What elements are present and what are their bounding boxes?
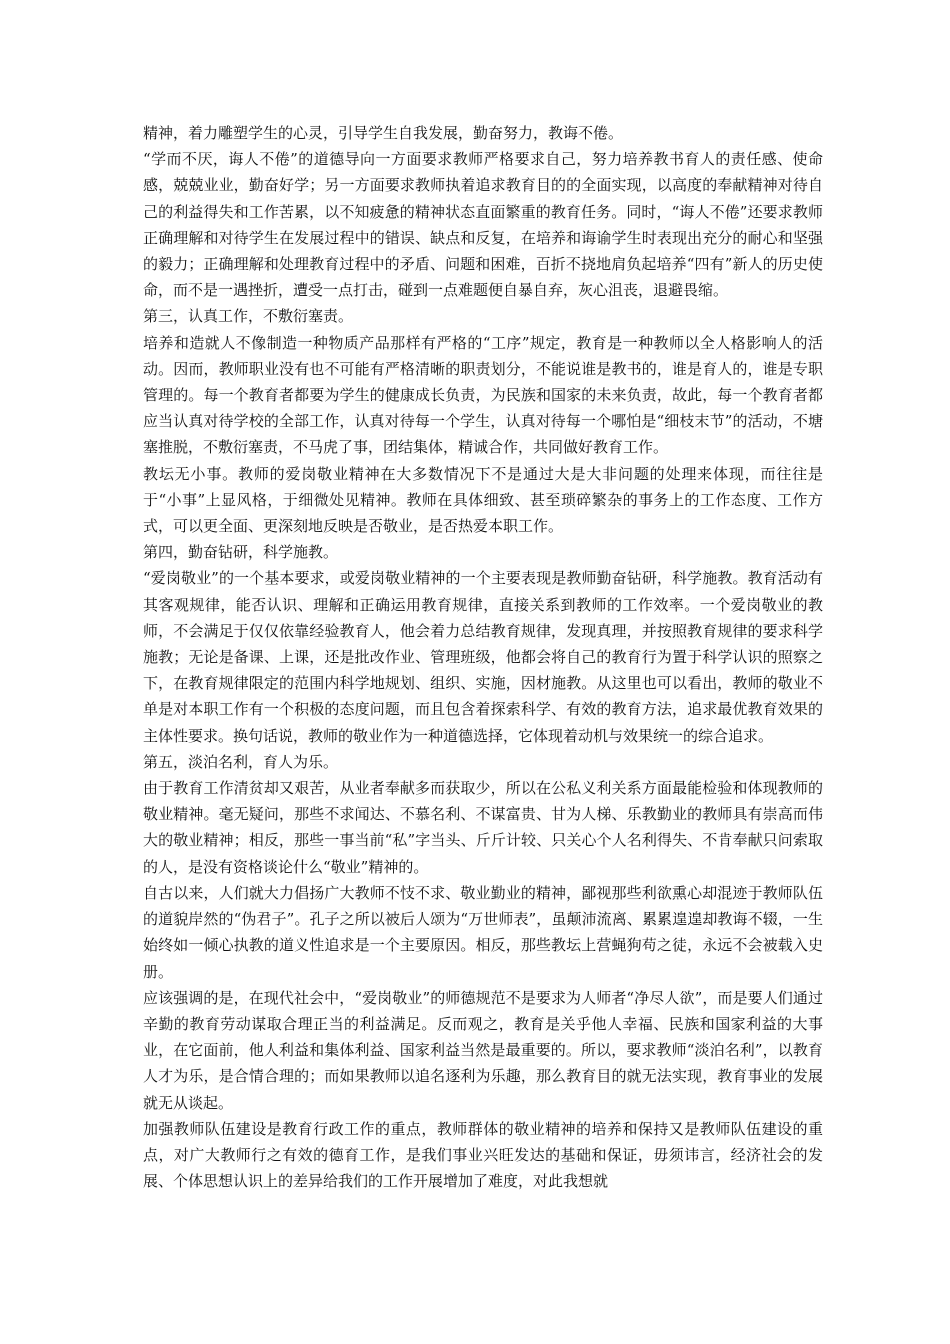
paragraph-6: 由于教育工作清贫却又艰苦，从业者奉献多而获取少，所以在公私义利关系方面最能检验和体现教师的敬业精神。毫无疑问，那些不求闻达、不慕名利、不谋富贵、甘为人梯、乐教勤业的教师具有崇高而伟大的敬业精神；相反，那些一事当前“私”字当头、斤斤计较、只关心个人名利得失、不肯奉献只问索取的人，是没有资格谈论什么“敬业”精神的。 bbox=[143, 779, 823, 876]
section-heading-5: 第五，淡泊名利，育人为乐。 bbox=[143, 752, 339, 771]
section-heading-3: 第三，认真工作，不敷衍塞责。 bbox=[143, 307, 354, 326]
section-heading-4: 第四，勤奋钻研，科学施教。 bbox=[143, 543, 339, 562]
paragraph-1: 精神，着力雕塑学生的心灵，引导学生自我发展，勤奋努力，教诲不倦。 bbox=[143, 124, 624, 142]
paragraph-2: “学而不厌，诲人不倦”的道德导向一方面要求教师严格要求自己，努力培养教书育人的责任感、使命感，兢兢业业，勤奋好学；另一方面要求教师执着追求教育目的的全面实现，以高度的奉献精神对待自己的利益得失和工作苦累，以不知疲惫的精神状态直面繁重的教育任务。同时，“诲人不倦”还要求教师正确理解和对待学生在发展过程中的错误、缺点和反复，在培养和诲谕学生时表现出充分的耐心和坚强的毅力；正确理解和处理教育过程中的矛盾、问题和困难，百折不挠地肩负起培养“四有”新人的历史使命，而不是一遇挫折，遭受一点打击，碰到一点难题便自暴自弃，灰心沮丧，退避畏缩。 bbox=[143, 150, 823, 300]
paragraph-3: 培养和造就人不像制造一种物质产品那样有严格的“工序”规定，教育是一种教师以全人格影响人的活动。因而，教师职业没有也不可能有严格清晰的职责划分，不能说谁是教书的，谁是育人的，谁是专职管理的。每一个教育者都要为学生的健康成长负责，为民族和国家的未来负责，故此，每一个教育者都应当认真对待学校的全部工作，认真对待每一个学生，认真对待每一个哪怕是“细枝末节”的活动，不塘塞推脱，不敷衍塞责，不马虎了事，团结集体，精诚合作，共同做好教育工作。 bbox=[143, 333, 823, 457]
paragraph-7: 自古以来，人们就大力倡扬广大教师不忮不求、敬业勤业的精神，鄙视那些利欲熏心却混迹于教师队伍的道貌岸然的“伪君子”。孔子之所以被后人颂为“万世师表”，虽颠沛流离、累累遑遑却教诲不辍，一生始终如一倾心执教的道义性追求是一个主要原因。相反，那些教坛上营蝇狗苟之徒，永远不会被载入史册。 bbox=[143, 883, 823, 981]
paragraph-8: 应该强调的是，在现代社会中，“爱岗敬业”的师德规范不是要求为人师者“净尽人欲”，而是要人们通过辛勤的教育劳动谋取合理正当的利益满足。反而观之，教育是关乎他人幸福、民族和国家利益的大事业，在它面前，他人利益和集体利益、国家利益当然是最重要的。所以，要求教师“淡泊名利”，以教育人才为乐，是合情合理的；而如果教师以追名逐利为乐趣，那么教育目的就无法实现，教育事业的发展就无从谈起。 bbox=[143, 988, 823, 1112]
paragraph-4: 教坛无小事。教师的爱岗敬业精神在大多数情况下不是通过大是大非问题的处理来体现，而往往是于“小事”上显风格，于细微处见精神。教师在具体细致、甚至琐碎繁杂的事务上的工作态度、工作方式，可以更全面、更深刻地反映是否敬业，是否热爱本职工作。 bbox=[143, 464, 823, 536]
paragraph-5: “爱岗敬业”的一个基本要求，或爱岗敬业精神的一个主要表现是教师勤奋钻研，科学施教。教育活动有其客观规律，能否认识、理解和正确运用教育规律，直接关系到教师的工作效率。一个爱岗敬业的教师，不会满足于仅仅依靠经验教育人，他会着力总结教育规律，发现真理，并按照教育规律的要求科学施教；无论是备课、上课，还是批改作业、管理班级，他都会将自己的教育行为置于科学认识的照察之下，在教育规律限定的范围内科学地规划、组织、实施，因材施教。从这里也可以看出，教师的敬业不单是对本职工作有一个积极的态度问题，而且包含着探索科学、有效的教育方法，追求最优教育效果的主体性要求。换句话说，教师的敬业作为一种道德选择，它体现着动机与效果统一的综合追求。 bbox=[143, 569, 823, 745]
paragraph-9: 加强教师队伍建设是教育行政工作的重点，教师群体的敬业精神的培养和保持又是教师队伍建设的重点，对广大教师行之有效的德育工作，是我们事业兴旺发达的基础和保证，毋须讳言，经济社会的发展、个体思想认识上的差异给我们的工作开展增加了难度，对此我想就 bbox=[143, 1119, 823, 1191]
document-page bbox=[143, 120, 823, 1194]
